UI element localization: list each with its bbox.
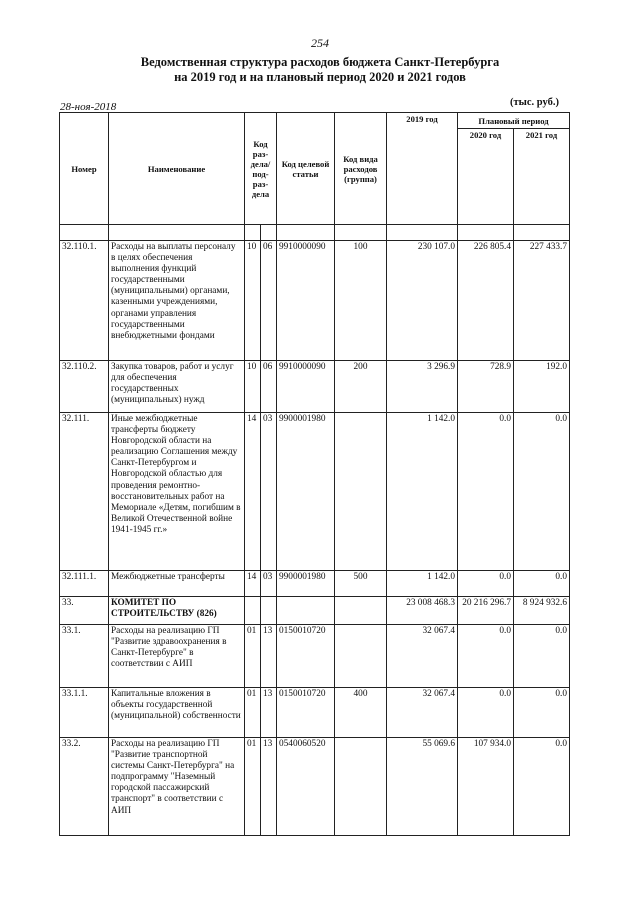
row-2020: 0.0 — [458, 688, 514, 738]
row-type — [335, 738, 387, 836]
title-line-2: на 2019 год и на плановый период 2020 и 2021 годов — [174, 70, 466, 84]
row-2020: 107 934.0 — [458, 738, 514, 836]
row-name: Иные межбюджетные трансферты бюджету Новгородской области на реализацию Соглашения между Санкт-Петербургом и Новгородской областью для проведения ремонтно-восстановительных работ на Мемориале «Детям, погибшим в Великой Отечественной войне 1941-1945 гг.» — [109, 413, 245, 571]
row-subsection: 13 — [261, 625, 277, 688]
row-name: КОМИТЕТ ПО СТРОИТЕЛЬСТВУ (826) — [109, 597, 245, 625]
row-target: 9910000090 — [277, 361, 335, 413]
row-2019: 230 107.0 — [387, 241, 458, 361]
table-row — [60, 738, 570, 836]
row-type: 500 — [335, 571, 387, 597]
row-section: 01 — [245, 738, 261, 836]
row-type: 400 — [335, 688, 387, 738]
row-2019: 23 008 468.3 — [387, 597, 458, 625]
header-name: Наименование — [109, 113, 245, 225]
row-target: 0150010720 — [277, 688, 335, 738]
row-section: 01 — [245, 625, 261, 688]
row-subsection: 06 — [261, 241, 277, 361]
row-2019: 1 142.0 — [387, 413, 458, 571]
row-2020: 226 805.4 — [458, 241, 514, 361]
row-2021: 192.0 — [514, 361, 570, 413]
table-row — [60, 688, 570, 738]
header-plan-period: Плановый период — [458, 113, 570, 129]
table-row — [60, 413, 570, 571]
row-2021: 0.0 — [514, 571, 570, 597]
row-target: 0150010720 — [277, 625, 335, 688]
row-number: 33.1.1. — [60, 688, 109, 738]
document-title — [80, 55, 560, 85]
row-target: 9900001980 — [277, 413, 335, 571]
row-target: 0540060520 — [277, 738, 335, 836]
row-number: 32.111. — [60, 413, 109, 571]
table-row — [60, 571, 570, 597]
row-2020: 728.9 — [458, 361, 514, 413]
table-row — [60, 241, 570, 361]
page-number: 254 — [311, 36, 329, 50]
row-number: 33.1. — [60, 625, 109, 688]
row-target — [277, 597, 335, 625]
row-number: 33.2. — [60, 738, 109, 836]
table-row — [60, 361, 570, 413]
row-2020: 0.0 — [458, 413, 514, 571]
row-type — [335, 413, 387, 571]
header-2021: 2021 год — [514, 129, 570, 225]
row-name: Расходы на выплаты персоналу в целях обеспечения выполнения функций государственными (муниципальными) органами, казенными учреждениями, органами управления государственными внебюджетными фондами — [109, 241, 245, 361]
row-2021: 0.0 — [514, 738, 570, 836]
row-target: 9910000090 — [277, 241, 335, 361]
table-row — [60, 597, 570, 625]
header-2019: 2019 год — [387, 113, 458, 225]
row-target: 9900001980 — [277, 571, 335, 597]
row-name: Закупка товаров, работ и услуг для обеспечения государственных (муниципальных) нужд — [109, 361, 245, 413]
row-2019: 32 067.4 — [387, 625, 458, 688]
row-2021: 0.0 — [514, 688, 570, 738]
row-type — [335, 597, 387, 625]
row-2019: 3 296.9 — [387, 361, 458, 413]
row-2019: 55 069.6 — [387, 738, 458, 836]
document-date: 28-ноя-2018 — [60, 101, 117, 113]
row-2021: 8 924 932.6 — [514, 597, 570, 625]
row-subsection: 13 — [261, 738, 277, 836]
header-type: Код вида расходов (группа) — [335, 113, 387, 225]
row-number: 32.111.1. — [60, 571, 109, 597]
row-subsection: 06 — [261, 361, 277, 413]
row-subsection — [261, 597, 277, 625]
row-subsection: 03 — [261, 571, 277, 597]
row-name: Расходы на реализацию ГП "Развитие транспортной системы Санкт-Петербурга" на подпрограмму "Наземный городской пассажирский транспорт" в соответствии с АИП — [109, 738, 245, 836]
row-number: 32.110.1. — [60, 241, 109, 361]
row-name: Расходы на реализацию ГП "Развитие здравоохранения в Санкт-Петербурге" в соответствии с АИП — [109, 625, 245, 688]
row-type: 200 — [335, 361, 387, 413]
row-section — [245, 597, 261, 625]
row-subsection: 03 — [261, 413, 277, 571]
row-number: 33. — [60, 597, 109, 625]
row-name: Межбюджетные трансферты — [109, 571, 245, 597]
row-2021: 0.0 — [514, 625, 570, 688]
header-2020: 2020 год — [458, 129, 514, 225]
row-section: 14 — [245, 571, 261, 597]
table-row — [60, 625, 570, 688]
row-2021: 227 433.7 — [514, 241, 570, 361]
row-type: 100 — [335, 241, 387, 361]
header-section: Код раз-дела/ под-раз-дела — [245, 113, 277, 225]
title-line-1: Ведомственная структура расходов бюджета Санкт-Петербурга — [140, 55, 500, 69]
row-name: Капитальные вложения в объекты государственной (муниципальной) собственности — [109, 688, 245, 738]
row-section: 14 — [245, 413, 261, 571]
header-target: Код целевой статьи — [277, 113, 335, 225]
row-2020: 0.0 — [458, 625, 514, 688]
row-2019: 32 067.4 — [387, 688, 458, 738]
row-section: 10 — [245, 241, 261, 361]
row-2020: 20 216 296.7 — [458, 597, 514, 625]
row-section: 01 — [245, 688, 261, 738]
budget-table — [59, 112, 570, 836]
row-number: 32.110.2. — [60, 361, 109, 413]
row-2021: 0.0 — [514, 413, 570, 571]
row-2019: 1 142.0 — [387, 571, 458, 597]
units-label: (тыс. руб.) — [510, 97, 559, 108]
row-section: 10 — [245, 361, 261, 413]
row-type — [335, 625, 387, 688]
row-2020: 0.0 — [458, 571, 514, 597]
row-subsection: 13 — [261, 688, 277, 738]
header-number: Номер — [60, 113, 109, 225]
